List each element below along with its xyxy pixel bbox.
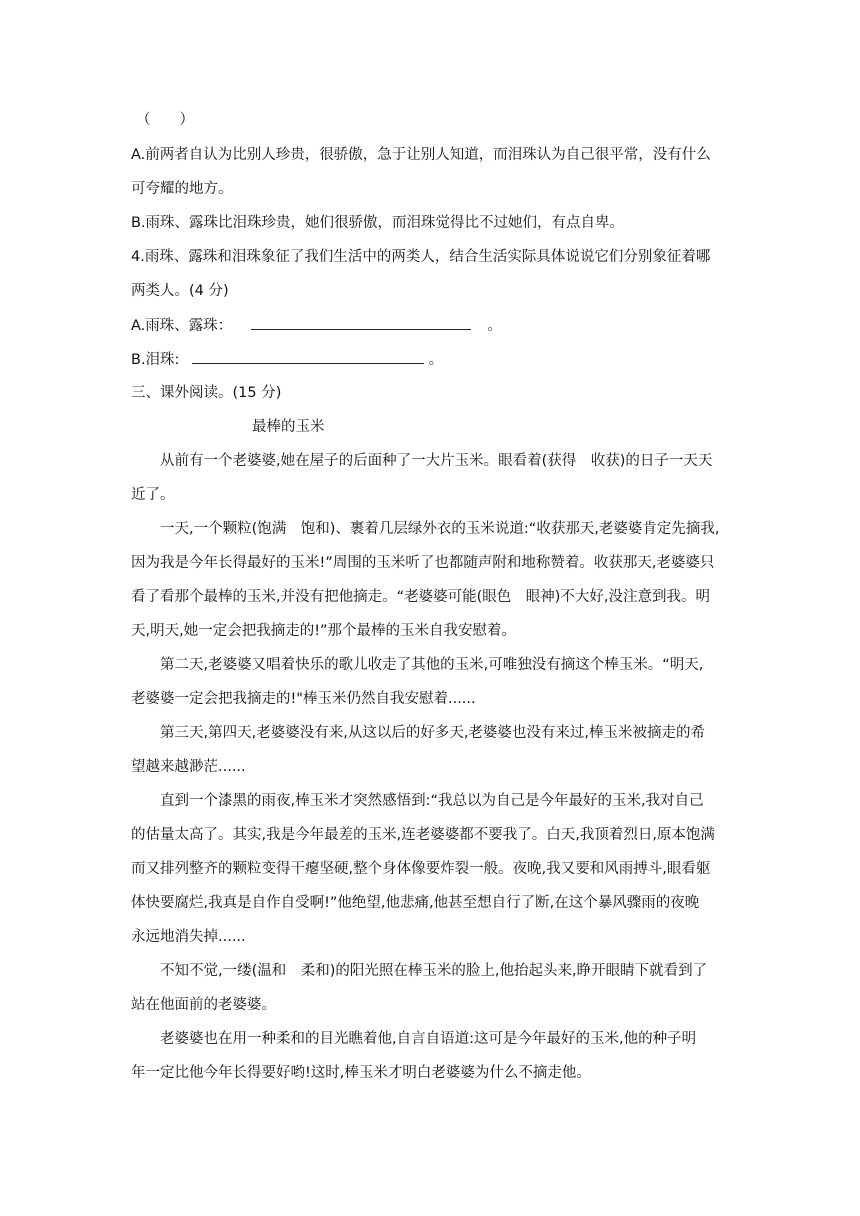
story-line: 看了看那个最棒的玉米,并没有把他摘走。“老婆婆可能(眼色 眼神)不大好,没注意到我。明 xyxy=(131,589,711,605)
option-a-line1: A.前两者自认为比别人珍贵，很骄傲，急于让别人知道，而泪珠认为自己很平常，没有什么 xyxy=(131,147,711,163)
story-line: 从前有一个老婆婆,她在屋子的后面种了一大片玉米。眼看着(获得 收获)的日子一天天 xyxy=(160,453,713,469)
story-line: 天,明天,她一定会把我摘走的!”那个最棒的玉米自我安慰着。 xyxy=(131,623,517,639)
story-line: 望越来越渺茫...... xyxy=(131,759,246,775)
question4-line1: 4.雨珠、露珠和泪珠象征了我们生活中的两类人，结合生活实际具体说说它们分别象征着哪 xyxy=(131,249,711,265)
story-line: 不知不觉,一缕(温和 柔和)的阳光照在棒玉米的脸上,他抬起头来,睁开眼睛下就看到了 xyxy=(160,963,708,979)
story-line: 站在他面前的老婆婆。 xyxy=(131,997,276,1013)
answer-b-row xyxy=(131,349,443,370)
answer-b-blank[interactable] xyxy=(192,349,424,364)
story-line: 第二天,老婆婆又唱着快乐的歌儿收走了其他的玉米,可唯独没有摘这个棒玉米。“明天, xyxy=(160,657,704,673)
story-line: 一天,一个颗粒(饱满 饱和)、裹着几层绿外衣的玉米说道:“收获那天,老婆婆肯定先摘我, xyxy=(160,521,720,537)
story-line: 老婆婆也在用一种柔和的目光瞧着他,自言自语道:这可是今年最好的玉米,他的种子明 xyxy=(160,1031,697,1047)
story-line: 近了。 xyxy=(131,487,175,503)
story-line: 年一定比他今年长得要好哟!这时,棒玉米才明白老婆婆为什么不摘走他。 xyxy=(131,1065,591,1081)
answer-a-blank[interactable] xyxy=(251,315,471,330)
answer-bracket: （ ） xyxy=(136,112,194,128)
option-b: B.雨珠、露珠比泪珠珍贵，她们很骄傲，而泪珠觉得比不过她们，有点自卑。 xyxy=(131,215,625,231)
story-title: 最棒的玉米 xyxy=(252,419,325,435)
story-line: 直到一个漆黑的雨夜,棒玉米才突然感悟到:“我总以为自己是今年最好的玉米,我对自己 xyxy=(160,793,704,809)
section-heading: 三、课外阅读。(15 分) xyxy=(131,385,282,401)
story-line: 因为我是今年长得最好的玉米!”周围的玉米听了也都随声附和地称赞着。收获那天,老婆婆只 xyxy=(131,555,715,571)
story-line: 而又排列整齐的颗粒变得干瘪坚硬,整个身体像要炸裂一般。夜晚,我又要和风雨搏斗,眼看躯 xyxy=(131,861,711,877)
answer-a-label: A.雨珠、露珠： xyxy=(131,318,233,334)
story-line: 的估量太高了。其实,我是今年最差的玉米,连老婆婆都不要我了。白天,我顶着烈日,原本饱满 xyxy=(131,827,715,843)
answer-a-period: 。 xyxy=(487,318,502,334)
story-line: 体快要腐烂,我真是自作自受啊!”他绝望,他悲痛,他甚至想自行了断,在这个暴风骤雨的夜晚 xyxy=(131,895,700,911)
answer-b-label: B.泪珠: xyxy=(131,352,180,368)
story-line: 永远地消失掉...... xyxy=(131,929,246,945)
question4-line2: 两类人。(4 分) xyxy=(131,283,229,299)
option-a-line2: 可夸耀的地方。 xyxy=(131,181,233,197)
answer-a-row xyxy=(131,315,502,336)
story-line: 老婆婆一定会把我摘走的!"棒玉米仍然自我安慰着...... xyxy=(131,691,476,707)
story-line: 第三天,第四天,老婆婆没有来,从这以后的好多天,老婆婆也没有来过,棒玉米被摘走的希 xyxy=(160,725,706,741)
answer-b-period: 。 xyxy=(428,352,444,368)
